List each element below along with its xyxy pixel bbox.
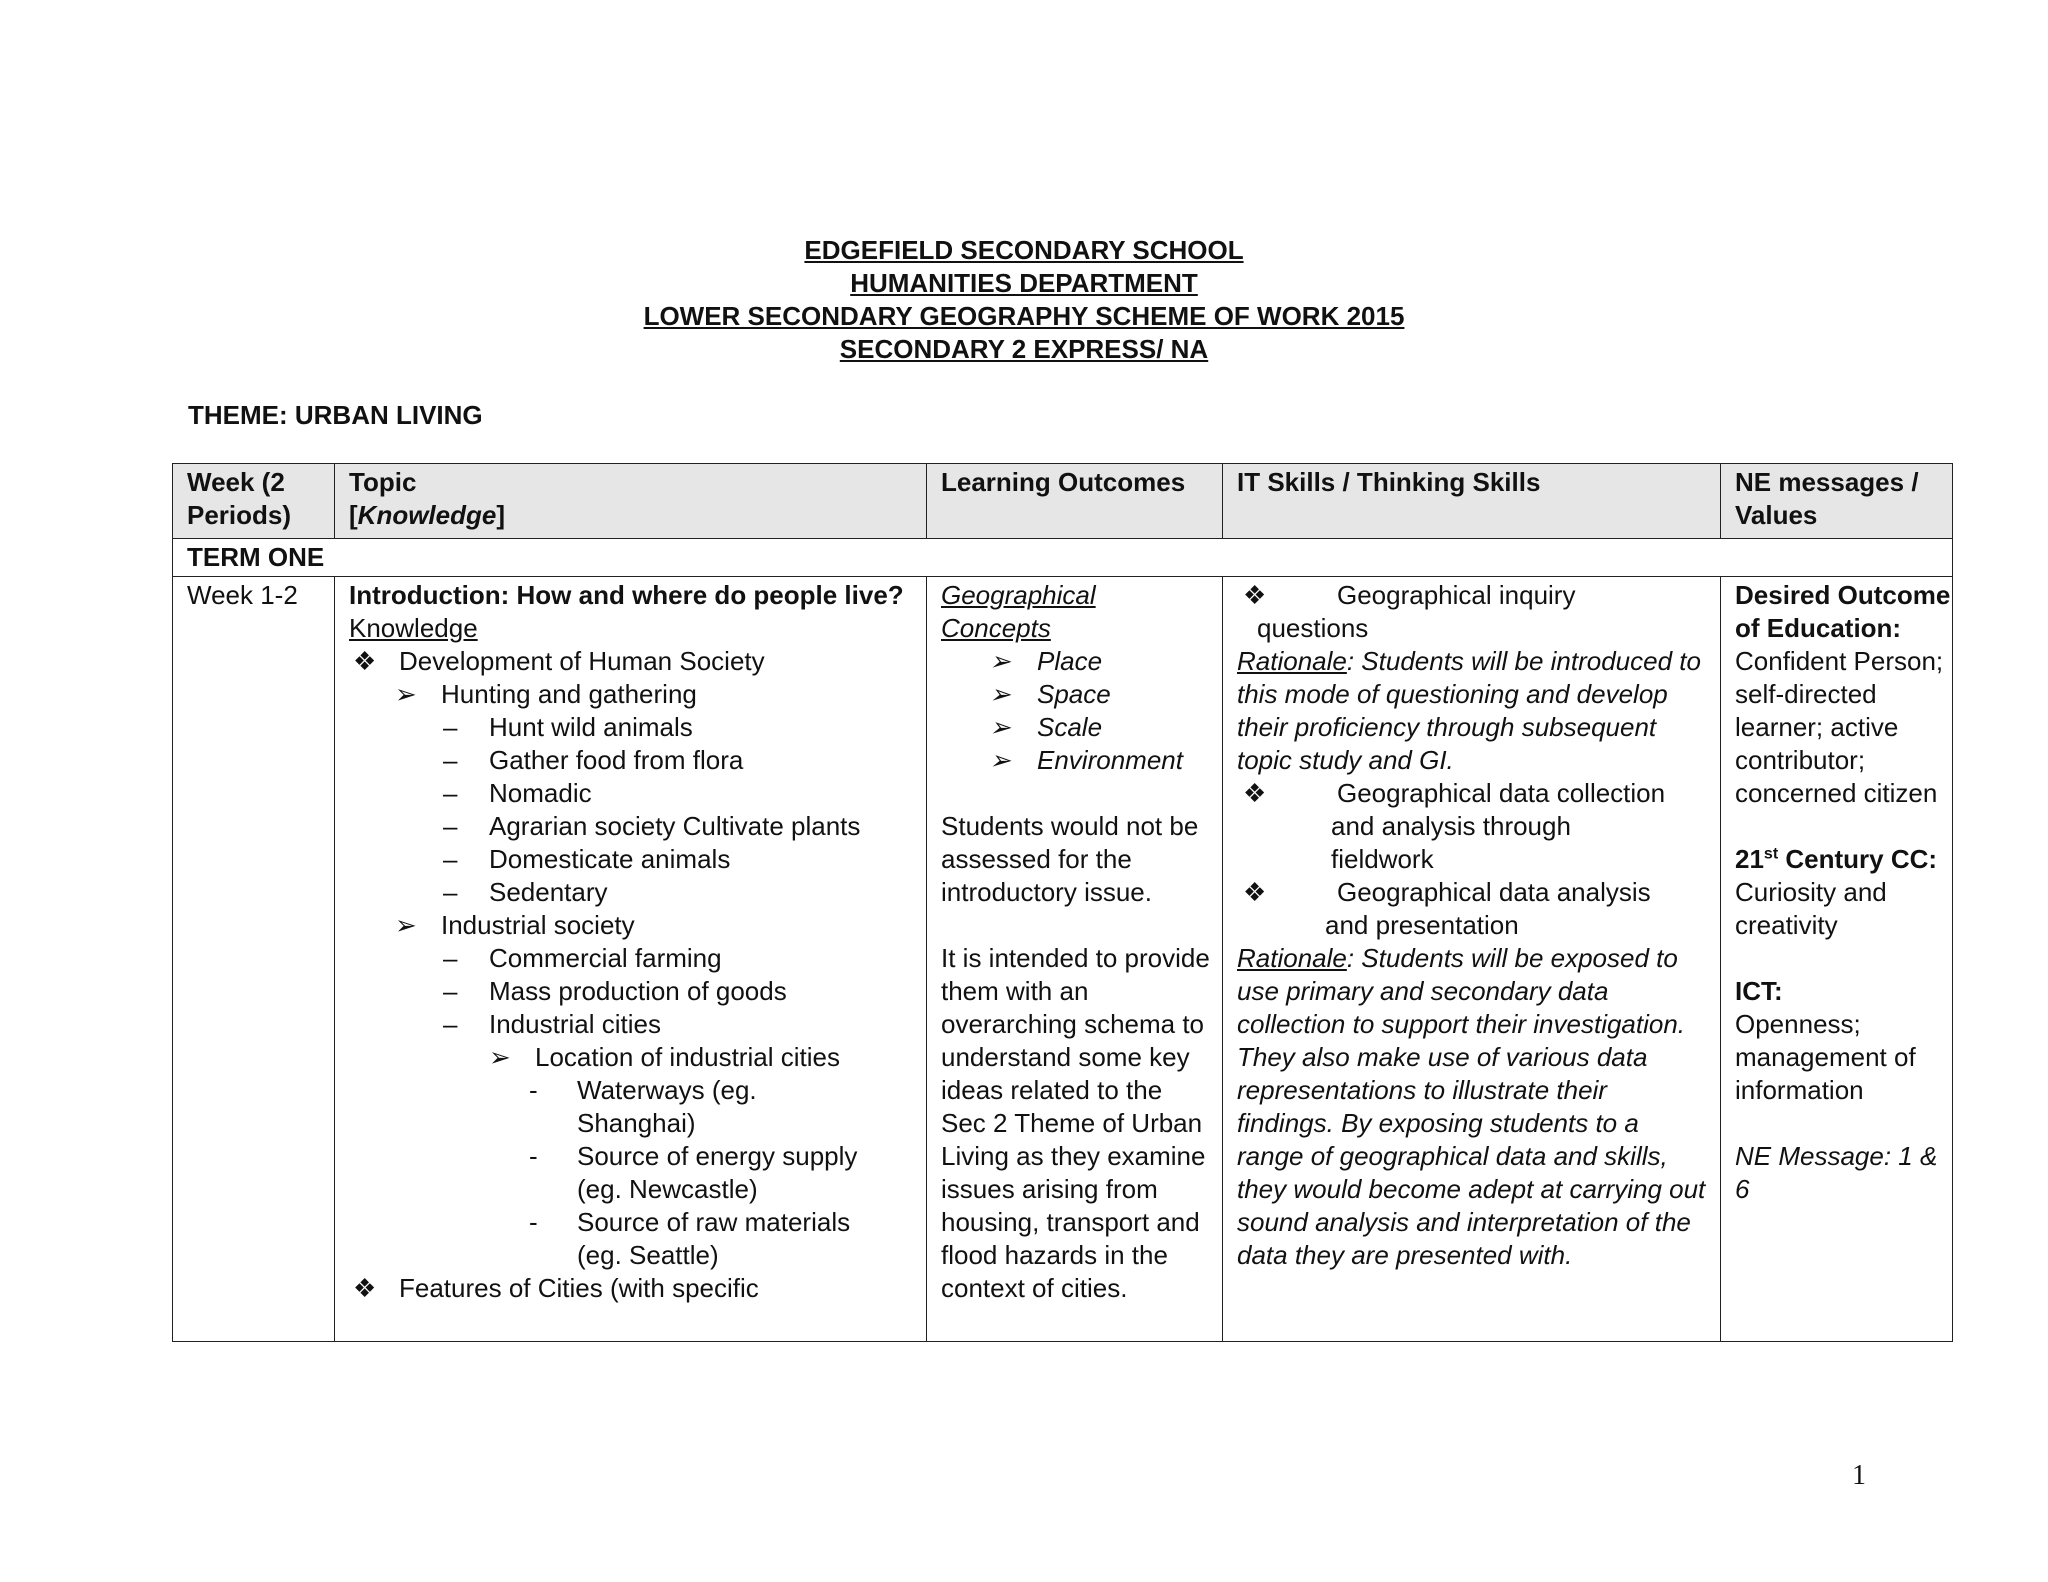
diamond-bullet-icon: ❖	[353, 646, 377, 676]
skills-cell	[1223, 577, 1721, 1342]
arrow-bullet-icon: ➢	[395, 679, 417, 709]
concepts-heading: Geographical	[941, 580, 1096, 610]
arrow-bullet-icon: ➢	[989, 646, 1011, 676]
dash-bullet-icon: –	[443, 844, 458, 874]
list-item: – Industrial cities	[443, 1009, 661, 1039]
list-item: ➢ Industrial society	[395, 910, 635, 940]
list-item: ❖ Geographical inquiry	[1237, 579, 1720, 612]
list-item: – Gather food from flora	[443, 745, 744, 775]
list-item: ➢ Scale	[989, 712, 1103, 742]
table-header-row	[173, 464, 1953, 539]
arrow-bullet-icon: ➢	[989, 712, 1011, 742]
list-item: ❖ Development of Human Society	[349, 645, 926, 678]
hyphen-bullet-icon: -	[529, 1075, 538, 1105]
intent-note: It is intended to provide them with an overarching schema to understand some key ideas related to the Sec 2 Theme of Urban Living as they examine issues arising from housing, transport and flood hazards in the context of cities.	[941, 943, 1210, 1303]
department-name: HUMANITIES DEPARTMENT	[850, 268, 1198, 298]
list-item: ➢ Environment	[989, 745, 1183, 775]
column-header-skills: IT Skills / Thinking Skills	[1223, 464, 1721, 539]
dash-bullet-icon: –	[443, 778, 458, 808]
ne-cell	[1721, 577, 1953, 1342]
list-item: ❖ Geographical data collection	[1237, 777, 1720, 810]
list-item: ➢ Location of industrial cities	[489, 1042, 840, 1072]
column-header-week: Week (2 Periods)	[173, 464, 335, 539]
list-item: – Domesticate animals	[443, 844, 731, 874]
list-item: – Sedentary	[443, 877, 608, 907]
document-header	[0, 234, 2048, 366]
list-item-continuation: Shanghai)	[577, 1108, 696, 1138]
doe-heading: Desired Outcome of Education:	[1735, 580, 1951, 643]
list-item: ➢ Place	[989, 646, 1103, 676]
list-item: – Mass production of goods	[443, 976, 787, 1006]
diamond-bullet-icon: ❖	[353, 1273, 377, 1303]
term-label: TERM ONE	[173, 539, 1953, 577]
arrow-bullet-icon: ➢	[395, 910, 417, 940]
cc-heading: 21st Century CC:	[1735, 844, 1938, 874]
scheme-title: LOWER SECONDARY GEOGRAPHY SCHEME OF WORK 2015	[643, 301, 1405, 331]
hyphen-bullet-icon: -	[529, 1207, 538, 1237]
list-item: - Source of energy supply	[529, 1141, 858, 1171]
page-number: 1	[1852, 1460, 1866, 1491]
dash-bullet-icon: –	[443, 811, 458, 841]
scheme-of-work-table	[172, 463, 1953, 1342]
list-item: – Nomadic	[443, 778, 592, 808]
concepts-heading-cont: Concepts	[941, 613, 1051, 643]
arrow-bullet-icon: ➢	[989, 745, 1011, 775]
topic-cell	[335, 577, 927, 1342]
list-item-continuation: (eg. Newcastle)	[577, 1174, 758, 1204]
doe-text: Confident Person; self-directed learner; active contributor; concerned citizen	[1735, 646, 1944, 808]
list-item: - Waterways (eg.	[529, 1075, 757, 1105]
dash-bullet-icon: –	[443, 712, 458, 742]
ne-message: NE Message: 1 & 6	[1735, 1141, 1938, 1204]
list-item: – Commercial farming	[443, 943, 722, 973]
dash-bullet-icon: –	[443, 745, 458, 775]
term-row	[173, 539, 1953, 577]
list-item-continuation: and presentation	[1325, 910, 1519, 940]
arrow-bullet-icon: ➢	[489, 1042, 511, 1072]
knowledge-label: Knowledge	[349, 613, 478, 643]
list-item: – Hunt wild animals	[443, 712, 693, 742]
list-item-continuation: questions	[1257, 613, 1369, 643]
column-header-topic: Topic [Knowledge]	[335, 464, 927, 539]
list-item: ❖ Features of Cities (with specific	[349, 1272, 926, 1305]
diamond-bullet-icon: ❖	[1243, 778, 1267, 808]
diamond-bullet-icon: ❖	[1243, 580, 1267, 610]
ict-text: Openness; management of information	[1735, 1009, 1916, 1105]
dash-bullet-icon: –	[443, 1009, 458, 1039]
dash-bullet-icon: –	[443, 943, 458, 973]
outcomes-cell	[927, 577, 1223, 1342]
list-item: – Agrarian society Cultivate plants	[443, 811, 861, 841]
cc-text: Curiosity and creativity	[1735, 877, 1887, 940]
diamond-bullet-icon: ❖	[1243, 877, 1267, 907]
column-header-outcomes: Learning Outcomes	[927, 464, 1223, 539]
list-item: ❖ Geographical data analysis	[1237, 876, 1720, 909]
ict-heading: ICT:	[1735, 976, 1783, 1006]
theme-title: THEME: URBAN LIVING	[188, 400, 483, 430]
assessment-note: Students would not be assessed for the introductory issue.	[941, 811, 1199, 907]
level-title: SECONDARY 2 EXPRESS/ NA	[839, 334, 1209, 364]
list-item: ➢ Space	[989, 679, 1111, 709]
list-item-continuation: and analysis through	[1331, 811, 1571, 841]
topic-title: Introduction: How and where do people live?	[349, 580, 904, 610]
hyphen-bullet-icon: -	[529, 1141, 538, 1171]
rationale-text: Rationale: Students will be introduced to this mode of questioning and develop their proficiency through subsequent topic study and GI.	[1237, 646, 1701, 775]
week-cell: Week 1-2	[173, 577, 335, 1342]
list-item-continuation: fieldwork	[1331, 844, 1434, 874]
column-header-ne: NE messages / Values	[1721, 464, 1953, 539]
table-row	[173, 577, 1953, 1342]
arrow-bullet-icon: ➢	[989, 679, 1011, 709]
list-item: ➢ Hunting and gathering	[395, 679, 697, 709]
dash-bullet-icon: –	[443, 877, 458, 907]
school-name: EDGEFIELD SECONDARY SCHOOL	[804, 235, 1244, 265]
list-item-continuation: (eg. Seattle)	[577, 1240, 719, 1270]
rationale-text: Rationale: Students will be exposed to use primary and secondary data collection to support their investigation. They also make use of various data representations to illustrate their findings. By exposing students to a range of geographical data and skills, they would become adept at carrying out sound analysis and interpretation of the data they are presented with.	[1237, 943, 1706, 1270]
dash-bullet-icon: –	[443, 976, 458, 1006]
list-item: - Source of raw materials	[529, 1207, 851, 1237]
